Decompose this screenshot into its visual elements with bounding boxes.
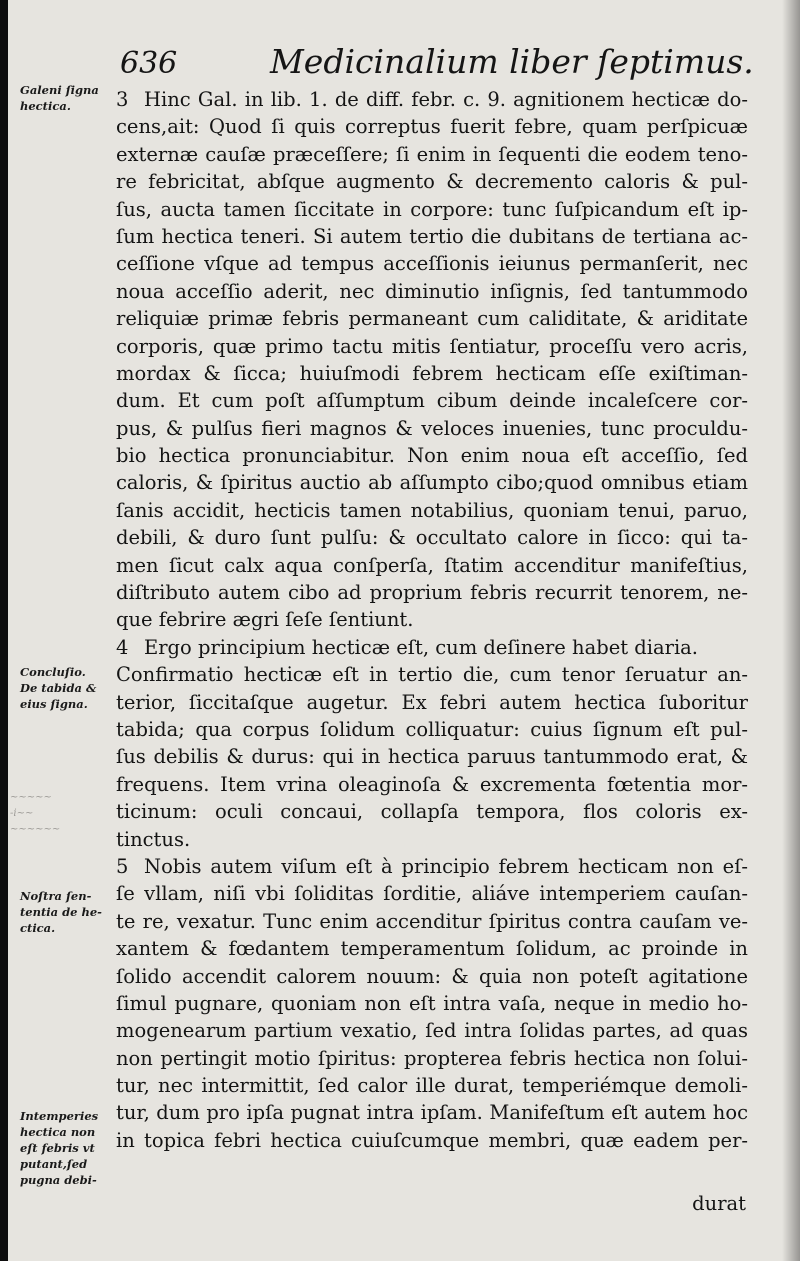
margin-note-line: Noſtra ſen-: [20, 889, 92, 903]
margin-note-line: ctica.: [20, 921, 56, 935]
text-line: in topica febri hectica cuiuſcumque membri, quæ eadem per-: [116, 1128, 748, 1152]
text-line: xantem & fœdantem temperamentum ſolidum, ac proinde in: [116, 937, 748, 961]
text-line: pus, & pulſus fieri magnos & veloces inuenies, tunc proculdu-: [116, 416, 748, 440]
margin-note-nostra: [20, 888, 130, 936]
margin-note-conclusio: [20, 664, 130, 712]
text-line: diſtributo autem cibo ad proprium febris recurrit tenorem, ne-: [116, 581, 748, 605]
text-line: noua acceſſio aderit, nec diminutio inſignis, ſed tantummodo: [116, 279, 748, 303]
margin-note-line: hectica non: [20, 1125, 96, 1139]
margin-note-line: pugna debi-: [20, 1173, 97, 1187]
text-line: [116, 853, 748, 880]
text-line: ſum hectica teneri. Si autem tertio die dubitans de tertiana ac-: [116, 224, 748, 248]
text-line-content: Nobis autem viſum eſt à principio febrem hecticam non eſ-: [144, 854, 748, 878]
text-line: ſolido accendit calorem nouum: & quia non poteſt agitatione: [116, 964, 748, 988]
text-line: ceſſione vſque ad tempus acceſſionis ieiunus permanſerit, nec: [116, 252, 748, 276]
margin-note-line: Concluſio.: [20, 665, 86, 679]
text-line-content: Hinc Gal. in lib. 1. de diff. febr. c. 9. agnitionem hecticæ do-: [144, 88, 748, 111]
text-line: ſanis accidit, hecticis tamen notabilius, quoniam tenui, paruo,: [116, 498, 748, 522]
text-line: corporis, quæ primo tactu mitis ſentiatur, proceſſu vero acris,: [116, 334, 748, 358]
text-line: caloris, & ſpiritus auctio ab aſſumpto cibo;quod omnibus etiam: [116, 471, 748, 495]
text-line: tinctus.: [116, 827, 191, 851]
book-page: [8, 0, 800, 1261]
text-line: ſus debilis & durus: qui in hectica paruus tantummodo erat, &: [116, 745, 748, 769]
text-line: non pertingit motio ſpiritus: propterea febris hectica non ſolui-: [116, 1046, 748, 1070]
section-number: 5: [116, 854, 129, 878]
text-line: ſe vllam, niſi vbi ſoliditas ſorditie, aliáve intemperiem cauſan-: [116, 882, 748, 906]
text-line: te re, vexatur. Tunc enim accenditur ſpiritus contra cauſam ve-: [116, 909, 748, 933]
margin-note-line: tentia de he-: [20, 905, 102, 919]
margin-note-line: De tabida &: [20, 681, 97, 695]
text-line: frequens. Item vrina oleaginoſa & excrementa fœtentia mor-: [116, 772, 748, 796]
text-line: cens,ait: Quod ſi quis correptus fuerit febre, quam perſpicuæ: [116, 115, 748, 139]
text-line: tabida; qua corpus ſolidum colliquatur: cuius ſignum eſt pul-: [116, 717, 748, 741]
page-header: [120, 40, 760, 90]
text-line: tur, nec intermittit, ſed calor ille durat, temperiémque demoli-: [116, 1074, 748, 1098]
main-text: [116, 86, 748, 1154]
section-number: 4: [116, 635, 129, 659]
text-line: tur, dum pro ipſa pugnat intra ipſam. Manifeſtum eſt autem hoc: [116, 1101, 748, 1125]
text-line: bio hectica pronunciabitur. Non enim noua eſt acceſſio, ſed: [116, 444, 748, 468]
text-line: [116, 86, 748, 113]
margin-note-line: Intemperies: [20, 1109, 99, 1123]
margin-note-line: hectica.: [20, 99, 71, 113]
text-line: externæ cauſæ præceſſere; ſi enim in ſequenti die eodem teno-: [116, 142, 748, 166]
text-line: que febrire ægri ſeſe ſentiunt.: [116, 608, 414, 632]
section-number: 3: [116, 88, 129, 111]
page-number: 636: [120, 46, 178, 81]
text-line: Confirmatio hecticæ eſt in tertio die, cum tenor ſeruatur an-: [116, 663, 748, 687]
margin-note-line: eſt febris vt: [20, 1141, 95, 1155]
text-line: ticinum: oculi concaui, collapſa tempora, flos coloris ex-: [116, 800, 748, 824]
text-line: terior, ſiccitaſque augetur. Ex febri autem hectica ſuboritur: [116, 690, 748, 714]
margin-note-line: putant,ſed: [20, 1157, 88, 1171]
text-line: dum. Et cum poſt aſſumptum cibum deinde incaleſcere cor-: [116, 389, 748, 413]
text-line: mordax & ſicca; huiuſmodi febrem hecticam eſſe exiſtiman-: [116, 361, 748, 385]
text-line: reliquiæ primæ febris permaneant cum caliditate, & ariditate: [116, 307, 748, 331]
text-line: men ſicut calx aqua conſperſa, ſtatim accenditur manifeſtius,: [116, 553, 748, 577]
text-line: re febricitat, abſque augmento & decremento caloris & pul-: [116, 170, 748, 194]
text-line: [116, 634, 748, 661]
bleed-through-marks: ~~~~~ -i~~ ~~~~~~: [10, 792, 61, 835]
margin-note-line: Galeni ſigna: [20, 83, 99, 97]
running-head: Medicinalium liber ſeptimus.: [270, 42, 754, 81]
text-line: mogenearum partium vexatio, ſed intra ſolidas partes, ad quas: [116, 1019, 748, 1043]
text-line: debili, & duro ſunt pulſu: & occultato calore in ſicco: qui ta-: [116, 526, 748, 550]
catchword: durat: [692, 1192, 746, 1215]
gutter-shadow: [782, 0, 800, 1261]
margin-note-intemperies: [20, 1108, 130, 1188]
text-line: ſus, aucta tamen ſiccitate in corpore: tunc ſuſpicandum eſt ip-: [116, 197, 748, 221]
margin-note-line: eius ſigna.: [20, 697, 88, 711]
margin-note-galeni: [20, 82, 130, 114]
text-line: ſimul pugnare, quoniam non eſt intra vaſa, neque in medio ho-: [116, 991, 748, 1015]
text-line-content: Ergo principium hecticæ eſt, cum deſinere habet diaria.: [144, 635, 699, 659]
